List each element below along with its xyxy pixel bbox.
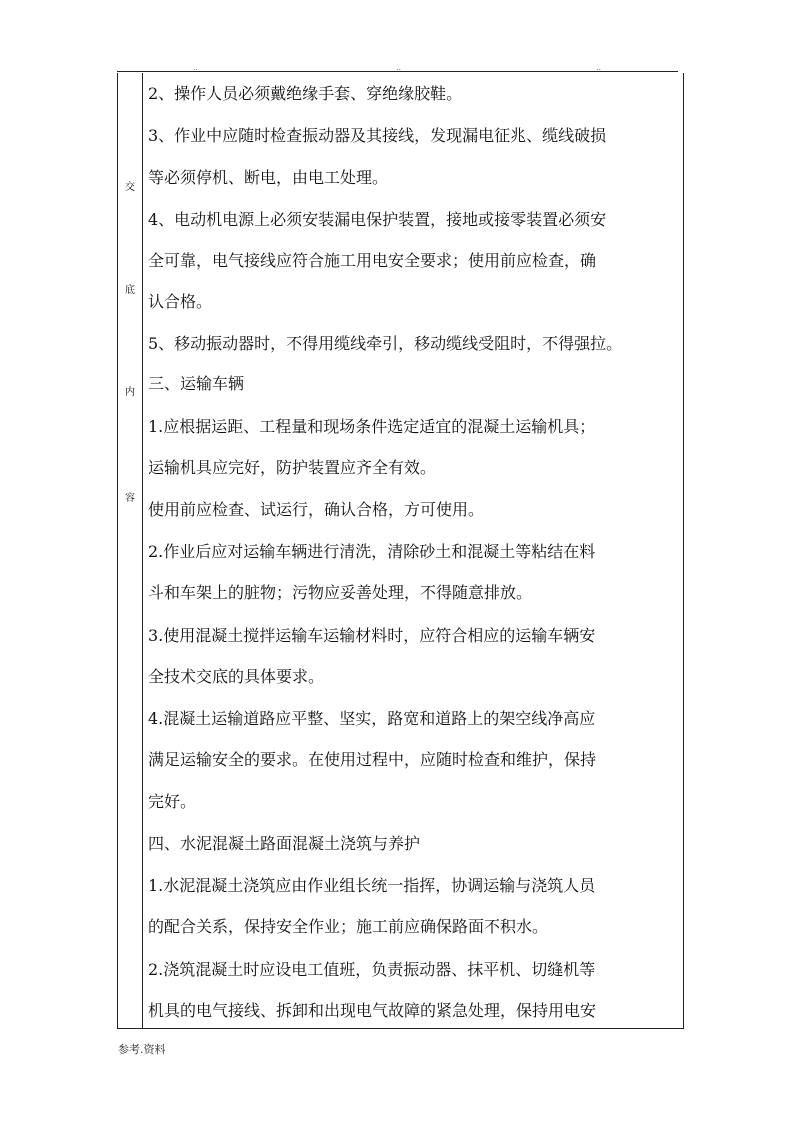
content-line: 全可靠，电气接线应符合施工用电安全要求；使用前应检查，确	[148, 251, 597, 270]
header-dot: ..	[193, 63, 199, 72]
label-char: 底	[125, 285, 135, 296]
label-char: 内	[125, 387, 135, 398]
content-line: 机具的电气接线、拆卸和出现电气故障的紧急处理，保持用电安	[148, 1001, 597, 1020]
content-line: 等必须停机、断电，由电工处理。	[148, 168, 389, 187]
content-line: 运输机具应完好，防护装置应齐全有效。	[148, 458, 437, 477]
content-line: 2.浇筑混凝土时应设电工值班，负责振动器、抹平机、切缝机等	[148, 960, 596, 979]
content-line: 完好。	[148, 792, 197, 811]
content-line: 2.作业后应对运输车辆进行清洗，清除砂土和混凝土等粘结在料	[148, 542, 596, 561]
content-line: 4、电动机电源上必须安装漏电保护装置，接地或接零装置必须安	[148, 210, 607, 229]
content-line: 3.使用混凝土搅拌运输车运输材料时，应符合相应的运输车辆安	[148, 626, 596, 645]
label-char: 交	[125, 182, 135, 193]
content-line: 1.水泥混凝土浇筑应由作业组长统一指挥，协调运输与浇筑人员	[148, 876, 596, 895]
footer-note: 参考.资料	[118, 1043, 166, 1056]
label-column	[118, 73, 143, 1028]
content-line: 1.应根据运距、工程量和现场条件选定适宜的混凝土运输机具；	[148, 417, 596, 436]
content-line: 满足运输安全的要求。在使用过程中，应随时检查和维护，保持	[148, 750, 597, 769]
content-line: 认合格。	[148, 292, 213, 311]
content-line: 斗和车架上的脏物；污物应妥善处理，不得随意排放。	[148, 583, 533, 602]
content-line: 4.混凝土运输道路应平整、坚实，路宽和道路上的架空线净高应	[148, 709, 596, 728]
content-line: 5、移动振动器时，不得用缆线牵引，移动缆线受阻时，不得强拉。	[148, 334, 623, 353]
content-line: 2、操作人员必须戴绝缘手套、穿绝缘胶鞋。	[148, 84, 463, 103]
content-line: 的配合关系，保持安全作业；施工前应确保路面不积水。	[148, 917, 549, 936]
header-rule	[117, 71, 678, 72]
header-dot: ..	[596, 63, 602, 72]
label-char: 容	[125, 493, 135, 504]
content-line: 四、水泥混凝土路面混凝土浇筑与养护	[148, 834, 421, 853]
content-line: 全技术交底的具体要求。	[148, 667, 325, 686]
content-line: 使用前应检查、试运行，确认合格，方可使用。	[148, 500, 485, 519]
header-dot: ..	[396, 63, 402, 72]
content-line: 3、作业中应随时检查振动器及其接线，发现漏电征兆、缆线破损	[148, 126, 607, 145]
content-line: 三、运输车辆	[148, 374, 245, 393]
